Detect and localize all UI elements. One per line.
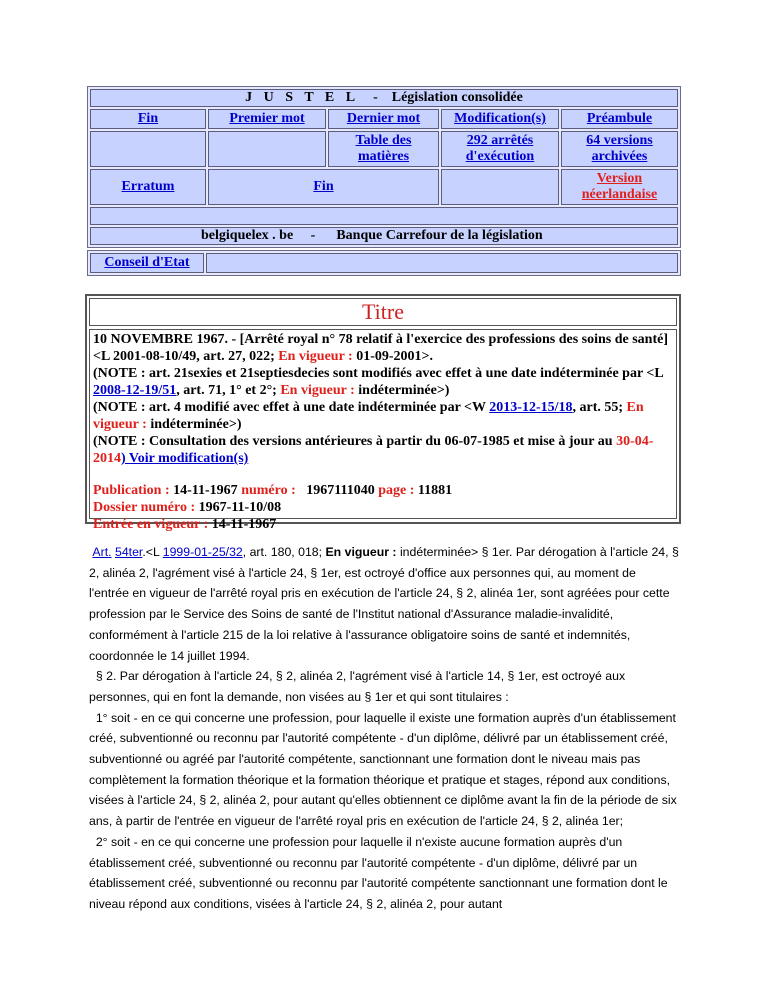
dossier-value: 1967-11-10/08 [195, 500, 282, 515]
justel-logo-text: J U S T E L [245, 90, 360, 105]
dernier-mot-link[interactable]: Dernier mot [346, 111, 421, 126]
note-text: , art. 71, 1° et 2°; [176, 383, 281, 398]
title-text: 01-09-2001>. [352, 349, 434, 364]
article-text: 2° soit - en ce qui concerne une profession pour laquelle il n'existe aucune formation auprès d'un établissement créé, subventionné ou reconnu par l'autorité compétente - d'un diplôme, délivré par un établissement créé, subventionné ou reconnu par l'autorité compétente sanctionnant une formation dont le niveau répond aux conditions, visées à l'article 24, § 2, alinéa 2, pour autant [89, 834, 668, 911]
modifications-link[interactable]: Modification(s) [454, 111, 546, 126]
dossier-label: Dossier numéro : [93, 500, 196, 515]
belgiquelex-text: belgiquelex . be [201, 228, 294, 243]
entree-vigueur-value: 14-11-1967 [208, 517, 277, 532]
versions-archivees-link[interactable]: 64 versions archivées [586, 133, 653, 164]
en-vigueur-label: En vigueur : [280, 383, 355, 398]
publication-date: 14-11-1967 [169, 483, 242, 498]
law-link-2008[interactable]: 2008-12-19/51 [93, 383, 177, 398]
article-text: 1° soit - en ce qui concerne une profession, pour laquelle il existe une formation auprès d'un établissement créé, subventionné ou reconnu par l'autorité compétente - d'un diplôme, délivré par un établissement créé, subventionné ou agréé par l'autorité compétente, sanctionnant une formation dont le niveau mais pas complètement la formation théorique et la formation théorique et pratique et stages, répond aux conditions, visées à l'article 24, § 2, alinéa 2, pour autant qu'elles obtiennent ce diplôme avant la fin de la période de six ans, à partir de l'entrée en vigueur de l'arrêté royal pris en exécution de l'article 24, § 2, alinéa 1er; [89, 710, 677, 829]
note-text: indéterminée>) [354, 383, 450, 398]
page-label: page : [378, 483, 415, 498]
publication-label: Publication : [93, 483, 170, 498]
article-paragraph-4 [89, 832, 679, 915]
entree-vigueur-label: Entrée en vigueur : [93, 517, 209, 532]
legislation-subtitle: Législation consolidée [391, 90, 523, 105]
article-text: , art. 180, 018; [242, 545, 326, 559]
article-paragraph-1 [89, 542, 679, 666]
empty-cell [208, 131, 326, 167]
empty-cell [441, 169, 559, 205]
article-body [89, 542, 679, 915]
note-line-2 [93, 399, 673, 433]
conseil-etat-table [87, 250, 681, 276]
title-text: 10 NOVEMBRE 1967. - [Arrêté royal n° 78 relatif à l'exercice des professions des soins de santé] <L 2001-08-10/49, art. 27, 022; [93, 332, 668, 364]
art-number-link[interactable]: 54ter [114, 545, 143, 559]
fin-link-bottom[interactable]: Fin [313, 179, 334, 194]
article-text: § 2. Par dérogation à l'article 24, § 2, alinéa 2, l'agrément visé à l'article 14, § 1er, est octroyé aux personnes, qui en font la demande, non visées au § 1er et qui sont titulaires : [89, 669, 626, 704]
banner-separator: - [310, 228, 316, 243]
numero-label: numéro : [241, 483, 296, 498]
title-line-1 [93, 331, 673, 365]
title-heading: Titre [89, 298, 677, 326]
numero-value: 1967111040 [295, 483, 379, 498]
empty-cell [90, 131, 206, 167]
article-paragraph-3 [89, 708, 679, 832]
note-text: indéterminée>) [146, 417, 242, 432]
empty-cell [206, 253, 678, 273]
article-paragraph-2 [89, 666, 679, 707]
note-text: (NOTE : Consultation des versions antérieures à partir du 06-07-1985 et mise à jour au [93, 434, 617, 449]
entree-vigueur-line [93, 516, 673, 533]
en-vigueur-label: En vigueur : [278, 349, 353, 364]
law-link-1999[interactable]: 1999-01-25/32 [162, 545, 243, 559]
en-vigueur-label: En vigueur : [93, 400, 644, 432]
note-text: , art. 55; [572, 400, 627, 415]
premier-mot-link[interactable]: Premier mot [229, 111, 305, 126]
note-text: (NOTE : art. 4 modifié avec effet à une date indéterminée par <W [93, 400, 490, 415]
dossier-line [93, 499, 673, 516]
justel-banner [90, 89, 678, 107]
article-text: .<L [142, 545, 163, 559]
conseil-etat-link[interactable]: Conseil d'Etat [104, 255, 190, 270]
publication-line [93, 482, 673, 499]
banque-carrefour-text: Banque Carrefour de la législation [336, 228, 543, 243]
erratum-link[interactable]: Erratum [121, 179, 175, 194]
spacer-row [90, 207, 678, 225]
law-link-2013[interactable]: 2013-12-15/18 [489, 400, 573, 415]
arretes-execution-link[interactable]: 292 arrêtés d'exécution [465, 133, 535, 164]
justel-nav-table [87, 86, 681, 248]
preambule-link[interactable]: Préambule [586, 111, 653, 126]
note-text: (NOTE : art. 21sexies et 21septiesdecies sont modifiés avec effet à une date indéterminée par <L [93, 366, 663, 381]
voir-modifications-link[interactable]: ) Voir modification(s) [121, 451, 249, 466]
table-matieres-link[interactable]: Table des matières [355, 133, 412, 164]
belgiquelex-banner [90, 227, 678, 245]
en-vigueur-label: En vigueur : [325, 545, 397, 559]
title-body [89, 329, 677, 532]
article-text: indéterminée> § 1er. Par dérogation à l'article 24, § 2, alinéa 2, l'agrément visé à l'article 24, § 1er, est octroyé d'office aux personnes qui, au moment de l'entrée en vigueur de l'arrêté royal pris en exécution de l'article 24, § 2, alinéa 1er, sont agréées pour cette profession par le Service des Soins de santé de l'Institut national d'Assurance maladie-invalidité, conformément à l'article 215 de la loi relative à l'assurance obligatoire soins de santé et indemnités, coordonnée le 14 juillet 1994. [89, 545, 679, 663]
fin-link-top[interactable]: Fin [137, 111, 159, 126]
version-neerlandaise-link[interactable]: Version néerlandaise [581, 171, 658, 202]
page-value: 11881 [414, 483, 453, 498]
art-link[interactable]: Art. [92, 545, 112, 559]
banner-separator: - [373, 90, 378, 105]
update-date: 30-04-2014 [93, 434, 654, 466]
note-line-3 [93, 433, 673, 467]
title-box [85, 294, 681, 532]
note-line-1 [93, 365, 673, 399]
